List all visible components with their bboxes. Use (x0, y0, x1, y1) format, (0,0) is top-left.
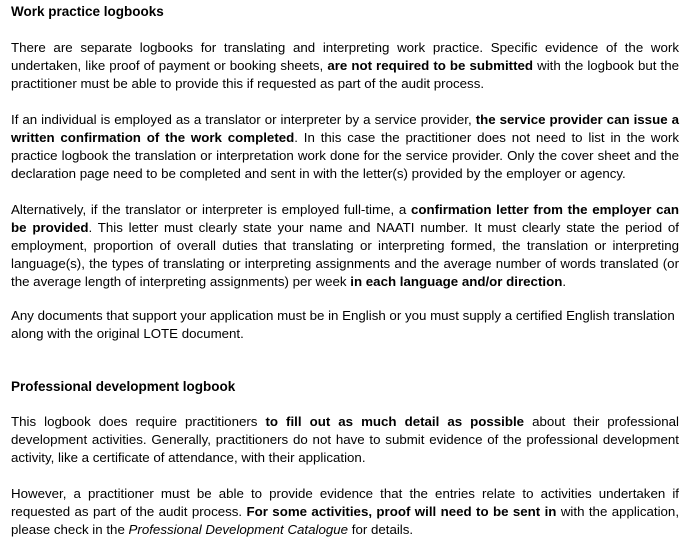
paragraph-service-provider (11, 111, 679, 183)
bold-text: in each language and/or direction (350, 274, 563, 289)
catalogue-title: Professional Development Catalogue (128, 522, 349, 537)
text-run: . This letter must clearly state your name and NAATI number. It must clearly state the period of employment, proportion of overall duties that translating or interpreting formed, the translation or interpreting language(s), the types of translating or interpreting assignments and the average number of words translated (or the average length of interpreting assignments) per week (11, 220, 679, 289)
bold-text: confirmation letter from the employer can be provided (11, 202, 679, 235)
work-practice-heading: Work practice logbooks (11, 4, 164, 19)
text-run: with the application, please check in the (11, 504, 680, 537)
text-run: If an individual is employed as a translator or interpreter by a service provider, (11, 112, 476, 127)
paragraph-full-time (11, 201, 679, 291)
text-run: about their professional development activities. Generally, practitioners do not have to submit evidence of the professional development activity, like a certificate of attendance, with their application. (11, 414, 679, 465)
paragraph-evidence (11, 39, 679, 93)
bold-text: to fill out as much detail as possible (265, 414, 525, 429)
paragraph-detail (11, 413, 679, 467)
professional-development-heading: Professional development logbook (11, 379, 236, 394)
text-run: for details. (348, 522, 414, 537)
bold-text: are not required to be submitted (327, 58, 534, 73)
text-run: . In this case the practitioner does not need to list in the work practice logbook the translation or interpretation work done for the service provider. Only the cover sheet and the declaration page need to be completed and sent in with the letter(s) provided by the employer or agency. (11, 130, 680, 181)
text-run: with the logbook but the practitioner must be able to provide this if requested as part of the audit process. (11, 58, 679, 91)
bold-text: the service provider can issue a written confirmation of the work completed (11, 112, 679, 145)
paragraph-english-documents: Any documents that support your application must be in English or you must supply a certified English translation along with the original LOTE document. (11, 308, 675, 341)
text-run: . (562, 274, 567, 289)
paragraph-audit (11, 485, 679, 539)
bold-text: For some activities, proof will need to be sent in (246, 504, 557, 519)
text-run: Alternatively, if the translator or interpreter is employed full-time, a (11, 202, 411, 217)
text-run: This logbook does require practitioners (11, 414, 266, 429)
text-run: However, a practitioner must be able to provide evidence that the entries relate to activities undertaken if requested as part of the audit process. (11, 486, 679, 519)
text-run: There are separate logbooks for translating and interpreting work practice. Specific evidence of the work undertaken, like proof of payment or booking sheets, (11, 40, 679, 73)
